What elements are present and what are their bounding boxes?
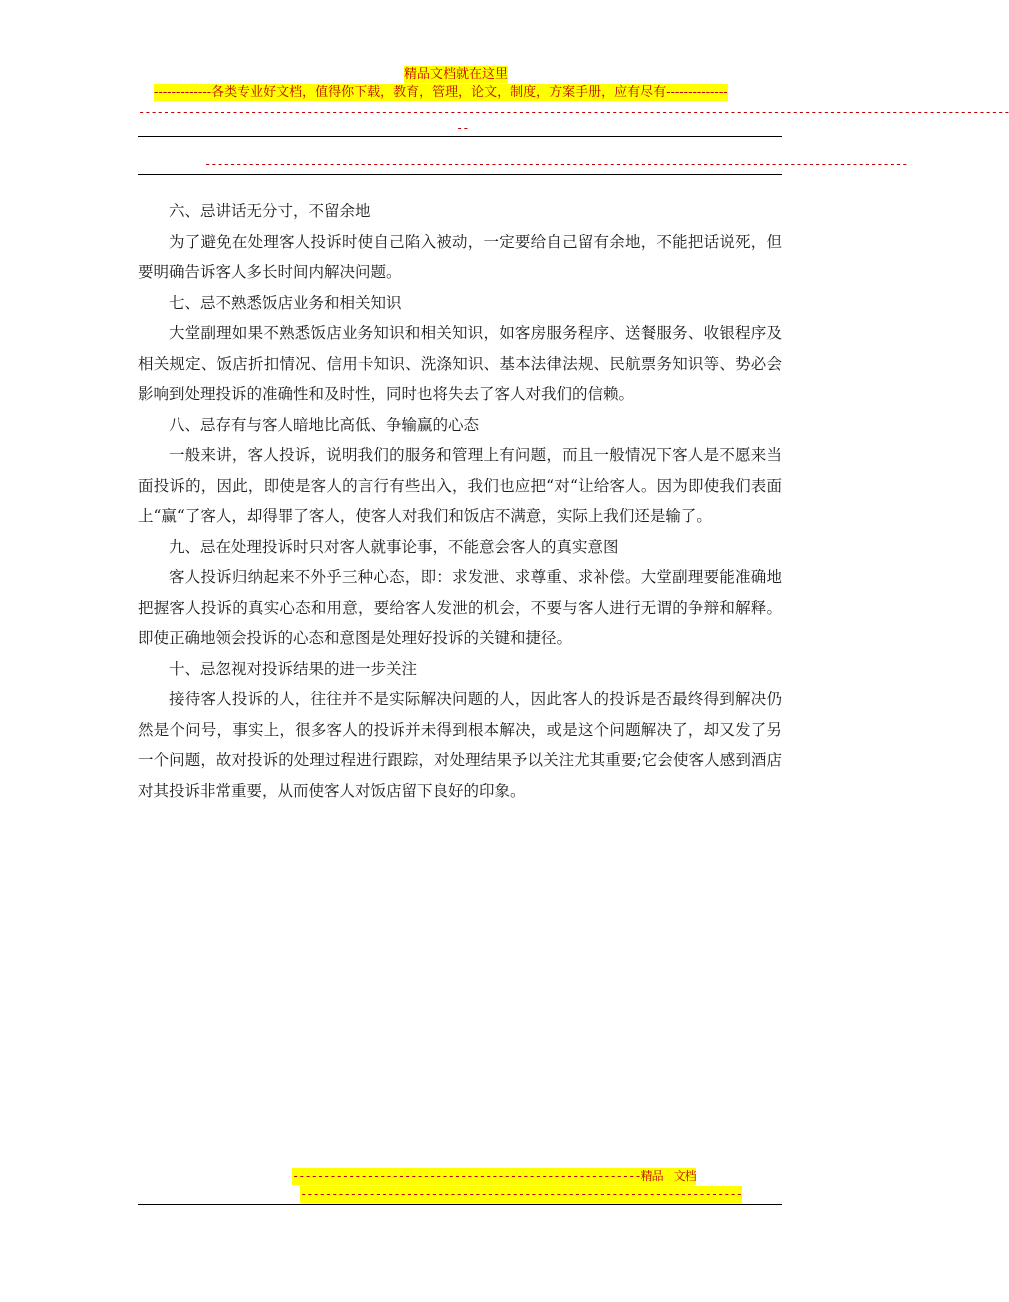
paragraph: 一般来讲，客人投诉，说明我们的服务和管理上有问题，而且一般情况下客人是不愿来当面投诉的，因此，即使是客人的言行有些出入，我们也应把“对“让给客人。因为即使我们表面上“赢“了客人，却得罪了客人，使客人对我们和饭店不满意，实际上我们还是输了。 [138, 446, 782, 525]
header-dash-line: -------------------------------------------------------------------------------------------------------------------------------------------- [138, 105, 1009, 119]
document-body [138, 196, 782, 806]
section-heading-7: 七、忌不熟悉饭店业务和相关知识 [169, 293, 402, 312]
footer-rule [138, 1204, 782, 1205]
paragraph: 为了避免在处理客人投诉时使自己陷入被动，一定要给自己留有余地，不能把话说死，但要明确告诉客人多长时间内解决问题。 [138, 232, 782, 281]
section-heading-10: 十、忌忽视对投诉结果的进一步关注 [169, 659, 418, 678]
header-title: 精品文档就在这里 [404, 67, 509, 82]
section-heading-9: 九、忌在处理投诉时只对客人就事论事，不能意会客人的真实意图 [169, 537, 619, 556]
paragraph: 客人投诉归纳起来不外乎三种心态，即：求发泄、求尊重、求补偿。大堂副理要能准确地把握客人投诉的真实心态和用意，要给客人发泄的机会，不要与客人进行无谓的争辩和解释。即使正确地领会投诉的心态和意图是处理好投诉的关键和捷径。 [138, 568, 782, 647]
header-dash-line-tail: -- [456, 121, 469, 135]
header-rule-top [138, 136, 782, 137]
section-heading-8: 八、忌存有与客人暗地比高低、争输赢的心态 [169, 415, 480, 434]
header-rule-bottom [138, 174, 782, 175]
footer-line-2: ----------------------------------------------------------------------- [300, 1187, 742, 1201]
footer-line-1: --------------------------------------------------------精品 文档 [292, 1169, 696, 1183]
header-dash-line-second: ----------------------------------------------------------------------------------------------------------------- [204, 157, 908, 171]
paragraph: 接待客人投诉的人，往往并不是实际解决问题的人，因此客人的投诉是否最终得到解决仍然是个问号，事实上，很多客人的投诉并未得到根本解决，或是这个问题解决了，却又发了另一个问题，故对投诉的处理过程进行跟踪，对处理结果予以关注尤其重要;它会使客人感到酒店对其投诉非常重要，从而使客人对饭店留下良好的印象。 [138, 690, 782, 800]
paragraph: 大堂副理如果不熟悉饭店业务知识和相关知识，如客房服务程序、送餐服务、收银程序及相关规定、饭店折扣情况、信用卡知识、洗涤知识、基本法律法规、民航票务知识等、势必会影响到处理投诉的准确性和及时性，同时也将失去了客人对我们的信赖。 [138, 324, 782, 403]
section-heading-6: 六、忌讲话无分寸，不留余地 [169, 202, 371, 220]
header-subtitle: -------------各类专业好文档，值得你下载，教育，管理，论文，制度，方案手册，应有尽有-------------- [154, 85, 728, 100]
